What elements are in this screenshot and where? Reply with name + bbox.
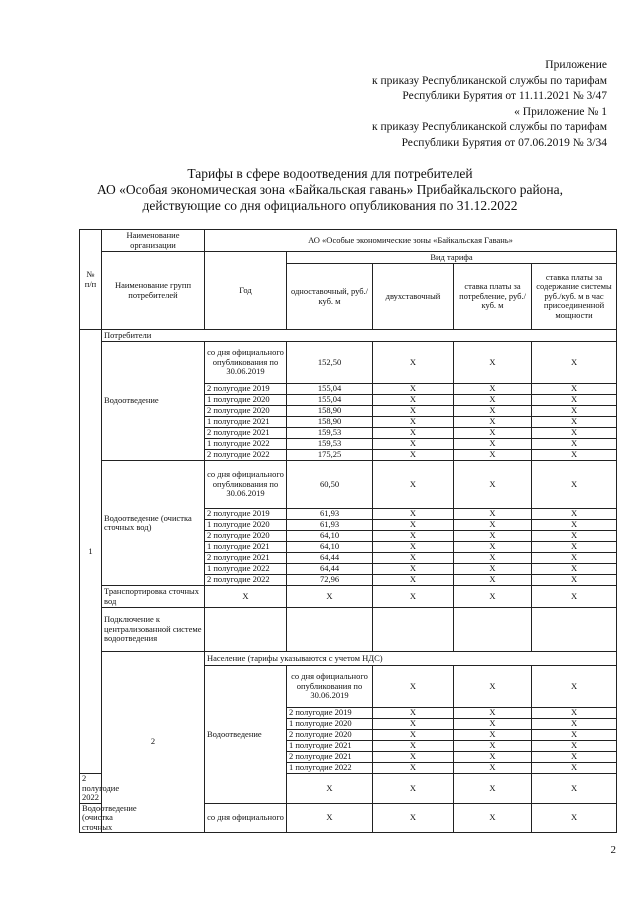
year-cell: 2 полугодие 2020: [205, 406, 287, 417]
x-cell: Х: [373, 461, 454, 509]
x-cell: Х: [532, 730, 617, 741]
x-cell: Х: [454, 520, 532, 531]
x-cell: Х: [373, 741, 454, 752]
x-cell: Х: [454, 666, 532, 708]
header-tariff-type: Вид тарифа: [287, 252, 617, 264]
x-cell: Х: [454, 730, 532, 741]
x-cell: Х: [373, 763, 454, 774]
x-cell: Х: [373, 395, 454, 406]
header-rate-use: ставка платы за потребление, руб./ куб. м: [454, 264, 532, 330]
x-cell: Х: [532, 520, 617, 531]
x-cell: Х: [287, 803, 373, 833]
empty-cell: [287, 608, 373, 652]
x-cell: Х: [373, 708, 454, 719]
header-line: к приказу Республиканской службы по тарифам: [372, 74, 607, 87]
document-title: [40, 166, 620, 214]
x-cell: Х: [373, 730, 454, 741]
x-cell: Х: [373, 439, 454, 450]
value-cell: 152,50: [287, 342, 373, 384]
value-cell: 64,10: [287, 531, 373, 542]
year-cell: 2 полугодие 2022: [205, 450, 287, 461]
year-cell: 2 полугодие 2021: [205, 553, 287, 564]
empty-cell: [373, 608, 454, 652]
x-cell: Х: [532, 564, 617, 575]
group-name: Подключение к централизованной системе водоотведения: [102, 608, 205, 652]
x-cell: Х: [532, 406, 617, 417]
x-cell: Х: [454, 586, 532, 608]
group-name: Водоотведение: [102, 342, 205, 461]
x-cell: Х: [532, 752, 617, 763]
x-cell: Х: [454, 564, 532, 575]
x-cell: Х: [532, 666, 617, 708]
value-cell: 159,53: [287, 428, 373, 439]
year-cell: со дня официального опубликования по 30.06.2019: [205, 461, 287, 509]
x-cell: Х: [532, 741, 617, 752]
group-name: Водоотведение: [205, 666, 287, 804]
year-cell: 1 полугодие 2020: [205, 395, 287, 406]
value-cell: 155,04: [287, 395, 373, 406]
group-name: Транспортировка сточных вод: [102, 586, 205, 608]
table-row: [80, 330, 617, 342]
x-cell: Х: [373, 564, 454, 575]
x-cell: Х: [373, 406, 454, 417]
header-org-name: АО «Особые экономические зоны «Байкальская Гавань»: [205, 230, 617, 252]
year-cell: 2 полугодие 2019: [287, 708, 373, 719]
x-cell: Х: [532, 803, 617, 833]
year-cell: 2 полугодие 2022: [80, 774, 102, 804]
year-cell: 1 полугодие 2020: [287, 719, 373, 730]
year-cell: 1 полугодие 2022: [287, 763, 373, 774]
header-line: Республики Бурятия от 11.11.2021 № 3/47: [402, 90, 607, 102]
title-line: АО «Особая экономическая зона «Байкальская гавань» Прибайкальского района,: [96, 182, 564, 197]
x-cell: Х: [454, 384, 532, 395]
year-cell: со дня официального опубликования по 30.06.2019: [287, 666, 373, 708]
value-cell: 61,93: [287, 520, 373, 531]
year-cell: 2 полугодие 2020: [287, 730, 373, 741]
x-cell: Х: [454, 752, 532, 763]
x-cell: Х: [454, 803, 532, 833]
empty-cell: [454, 608, 532, 652]
table-row: [80, 652, 617, 666]
x-cell: Х: [454, 406, 532, 417]
x-cell: Х: [373, 520, 454, 531]
year-cell: 2 полугодие 2021: [205, 428, 287, 439]
x-cell: Х: [532, 586, 617, 608]
x-cell: Х: [454, 741, 532, 752]
x-cell: Х: [287, 586, 373, 608]
group-name: Водоотведение (очистка сточных: [80, 803, 102, 833]
year-cell: 2 полугодие 2019: [205, 384, 287, 395]
x-cell: Х: [454, 439, 532, 450]
x-cell: Х: [532, 461, 617, 509]
value-cell: 158,90: [287, 406, 373, 417]
x-cell: Х: [532, 342, 617, 384]
header-line: к приказу Республиканской службы по тарифам: [372, 121, 607, 133]
x-cell: Х: [454, 417, 532, 428]
year-cell: 1 полугодие 2022: [205, 564, 287, 575]
header-group: Наименование групп потребителей: [102, 252, 205, 330]
header-num: № п/п: [80, 230, 102, 330]
x-cell: Х: [373, 342, 454, 384]
x-cell: Х: [532, 428, 617, 439]
table-row: [80, 608, 617, 652]
x-cell: Х: [373, 719, 454, 730]
x-cell: Х: [532, 395, 617, 406]
x-cell: Х: [373, 509, 454, 520]
x-cell: Х: [454, 708, 532, 719]
x-cell: Х: [287, 774, 373, 804]
year-cell: 1 полугодие 2020: [205, 520, 287, 531]
section-label: Население (тарифы указываются с учетом НДС): [205, 652, 617, 666]
x-cell: Х: [454, 461, 532, 509]
year-cell: 1 полугодие 2021: [205, 542, 287, 553]
x-cell: Х: [532, 509, 617, 520]
x-cell: Х: [373, 384, 454, 395]
x-cell: Х: [454, 763, 532, 774]
value-cell: 61,93: [287, 509, 373, 520]
year-cell: 1 полугодие 2021: [287, 741, 373, 752]
x-cell: Х: [454, 428, 532, 439]
x-cell: Х: [373, 417, 454, 428]
x-cell: Х: [373, 575, 454, 586]
value-cell: 64,10: [287, 542, 373, 553]
header-line: « Приложение № 1: [514, 105, 607, 118]
x-cell: Х: [454, 509, 532, 520]
value-cell: 60,50: [287, 461, 373, 509]
year-cell: 2 полугодие 2022: [205, 575, 287, 586]
x-cell: Х: [532, 417, 617, 428]
value-cell: 72,96: [287, 575, 373, 586]
x-cell: Х: [373, 586, 454, 608]
x-cell: Х: [532, 439, 617, 450]
table-row: [80, 342, 617, 384]
value-cell: 175,25: [287, 450, 373, 461]
header-line: Приложение: [545, 59, 607, 71]
value-cell: 158,90: [287, 417, 373, 428]
group-name: Водоотведение (очистка сточных вод): [102, 461, 205, 586]
empty-cell: [532, 608, 617, 652]
header-single: одноставочный, руб./ куб. м: [287, 264, 373, 330]
year-cell: 2 полугодие 2020: [205, 531, 287, 542]
year-cell: со дня официального опубликования по 30.06.2019: [205, 342, 287, 384]
x-cell: Х: [532, 450, 617, 461]
appendix-header: [372, 58, 607, 151]
year-cell: со дня официального: [205, 803, 287, 833]
row-number: 2: [102, 652, 205, 833]
value-cell: 64,44: [287, 553, 373, 564]
page-number: 2: [610, 844, 616, 856]
x-cell: Х: [373, 553, 454, 564]
year-cell: 2 полугодие 2021: [287, 752, 373, 763]
tariff-table: [79, 229, 617, 833]
year-cell: 1 полугодие 2022: [205, 439, 287, 450]
header-double: двухставочный: [373, 264, 454, 330]
x-cell: Х: [454, 774, 532, 804]
x-cell: Х: [532, 774, 617, 804]
year-cell: 2 полугодие 2019: [205, 509, 287, 520]
x-cell: Х: [532, 763, 617, 774]
header-line: Республики Бурятия от 07.06.2019 № 3/34: [401, 136, 607, 149]
title-line: действующие со дня официального опубликования по 31.12.2022: [142, 198, 518, 213]
x-cell: Х: [454, 342, 532, 384]
title-line: Тарифы в сфере водоотведения для потребителей: [187, 166, 473, 181]
x-cell: Х: [373, 752, 454, 763]
value-cell: 64,44: [287, 564, 373, 575]
x-cell: Х: [532, 708, 617, 719]
x-cell: Х: [205, 586, 287, 608]
header-org: Наименование организации: [102, 230, 205, 252]
header-year: Год: [205, 252, 287, 330]
x-cell: Х: [373, 774, 454, 804]
x-cell: Х: [373, 531, 454, 542]
x-cell: Х: [532, 384, 617, 395]
x-cell: Х: [454, 395, 532, 406]
row-number: 1: [80, 330, 102, 774]
x-cell: Х: [454, 719, 532, 730]
value-cell: 159,53: [287, 439, 373, 450]
x-cell: Х: [454, 542, 532, 553]
year-cell: 1 полугодие 2021: [205, 417, 287, 428]
table-row: [80, 461, 617, 509]
x-cell: Х: [532, 719, 617, 730]
value-cell: 155,04: [287, 384, 373, 395]
x-cell: Х: [532, 553, 617, 564]
x-cell: Х: [454, 531, 532, 542]
x-cell: Х: [454, 450, 532, 461]
x-cell: Х: [454, 553, 532, 564]
x-cell: Х: [373, 542, 454, 553]
x-cell: Х: [373, 428, 454, 439]
x-cell: Х: [373, 450, 454, 461]
x-cell: Х: [532, 542, 617, 553]
section-label: Потребители: [102, 330, 617, 342]
x-cell: Х: [454, 575, 532, 586]
x-cell: Х: [373, 666, 454, 708]
table-row: [80, 586, 617, 608]
empty-cell: [205, 608, 287, 652]
header-rate-cap: ставка платы за содержание системы руб./куб. м в час присоединенной мощности: [532, 264, 617, 330]
x-cell: Х: [373, 803, 454, 833]
x-cell: Х: [532, 575, 617, 586]
x-cell: Х: [532, 531, 617, 542]
tariff-table-body: [80, 230, 617, 833]
